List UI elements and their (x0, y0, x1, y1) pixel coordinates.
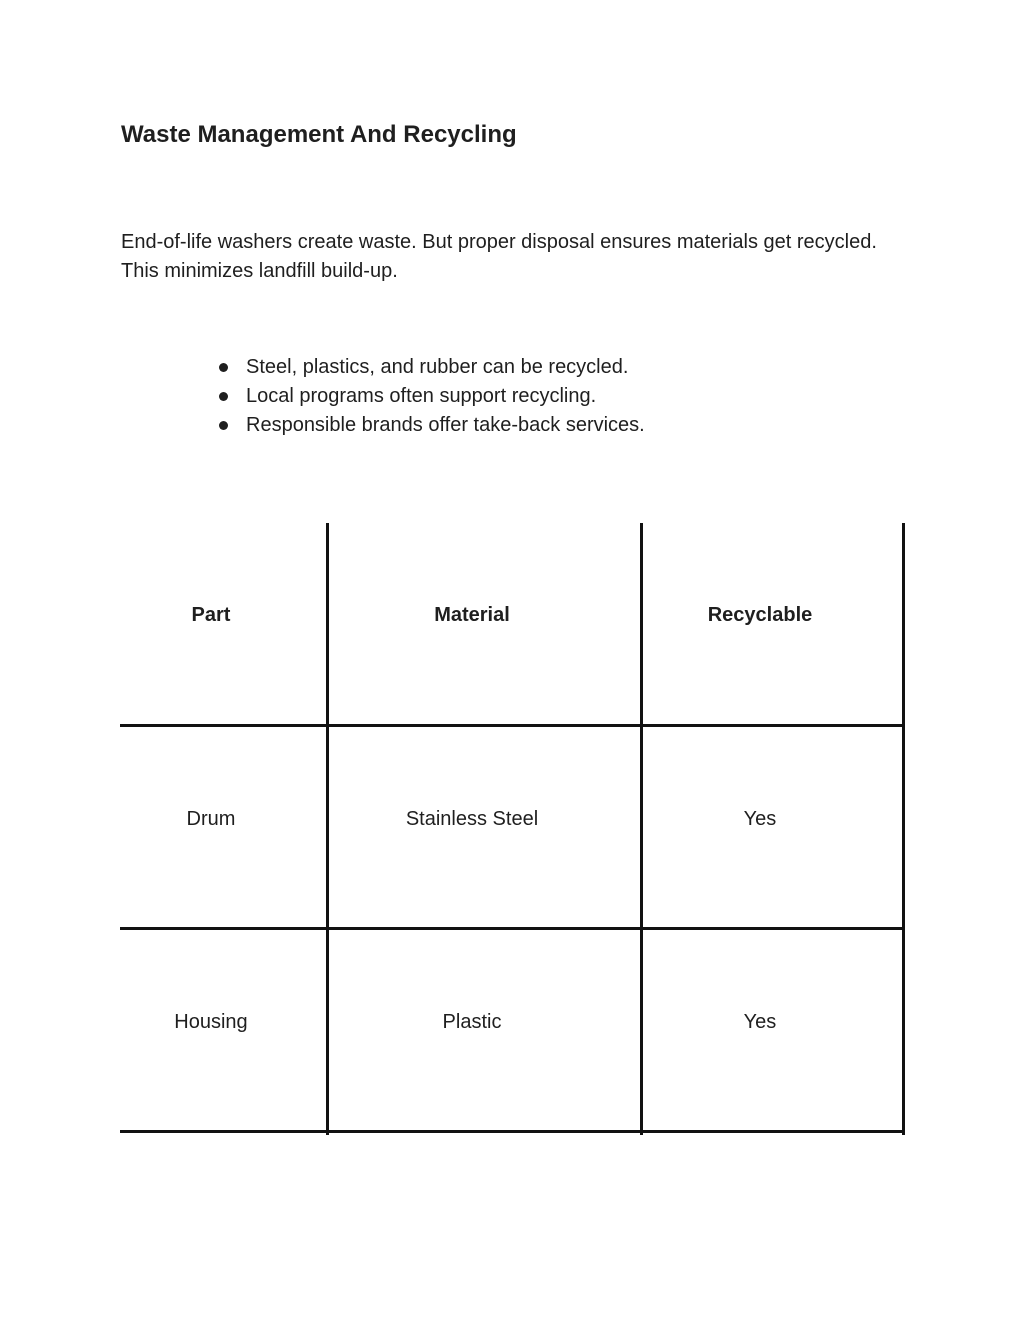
page-title: Waste Management And Recycling (121, 121, 517, 148)
table-header-recyclable: Recyclable (707, 603, 813, 626)
table-cell-recyclable: Yes (743, 808, 777, 830)
table-divider (120, 1130, 905, 1133)
table-divider (902, 523, 905, 1135)
table-header-material: Material (434, 603, 510, 626)
bullet-icon (219, 421, 228, 430)
bullet-list (216, 353, 645, 440)
table-header-part: Part (191, 603, 231, 626)
table-cell-part: Housing (174, 1011, 248, 1033)
list-item-text: Local programs often support recycling. (246, 385, 597, 407)
list-item-text: Steel, plastics, and rubber can be recycled. (246, 356, 629, 378)
list-item (216, 353, 645, 382)
bullet-icon (219, 363, 228, 372)
list-item-text: Responsible brands offer take-back services. (246, 414, 645, 436)
table-cell-part: Drum (186, 808, 236, 830)
list-item (216, 411, 645, 440)
intro-paragraph: End-of-life washers create waste. But proper disposal ensures materials get recycled. This minimizes landfill build-up. (121, 231, 877, 282)
table-cell-recyclable: Yes (743, 1011, 777, 1033)
table-cell-material: Plastic (442, 1011, 502, 1033)
list-item (216, 382, 645, 411)
table-cell-material: Stainless Steel (405, 808, 539, 830)
bullet-icon (219, 392, 228, 401)
materials-table (120, 523, 906, 1135)
